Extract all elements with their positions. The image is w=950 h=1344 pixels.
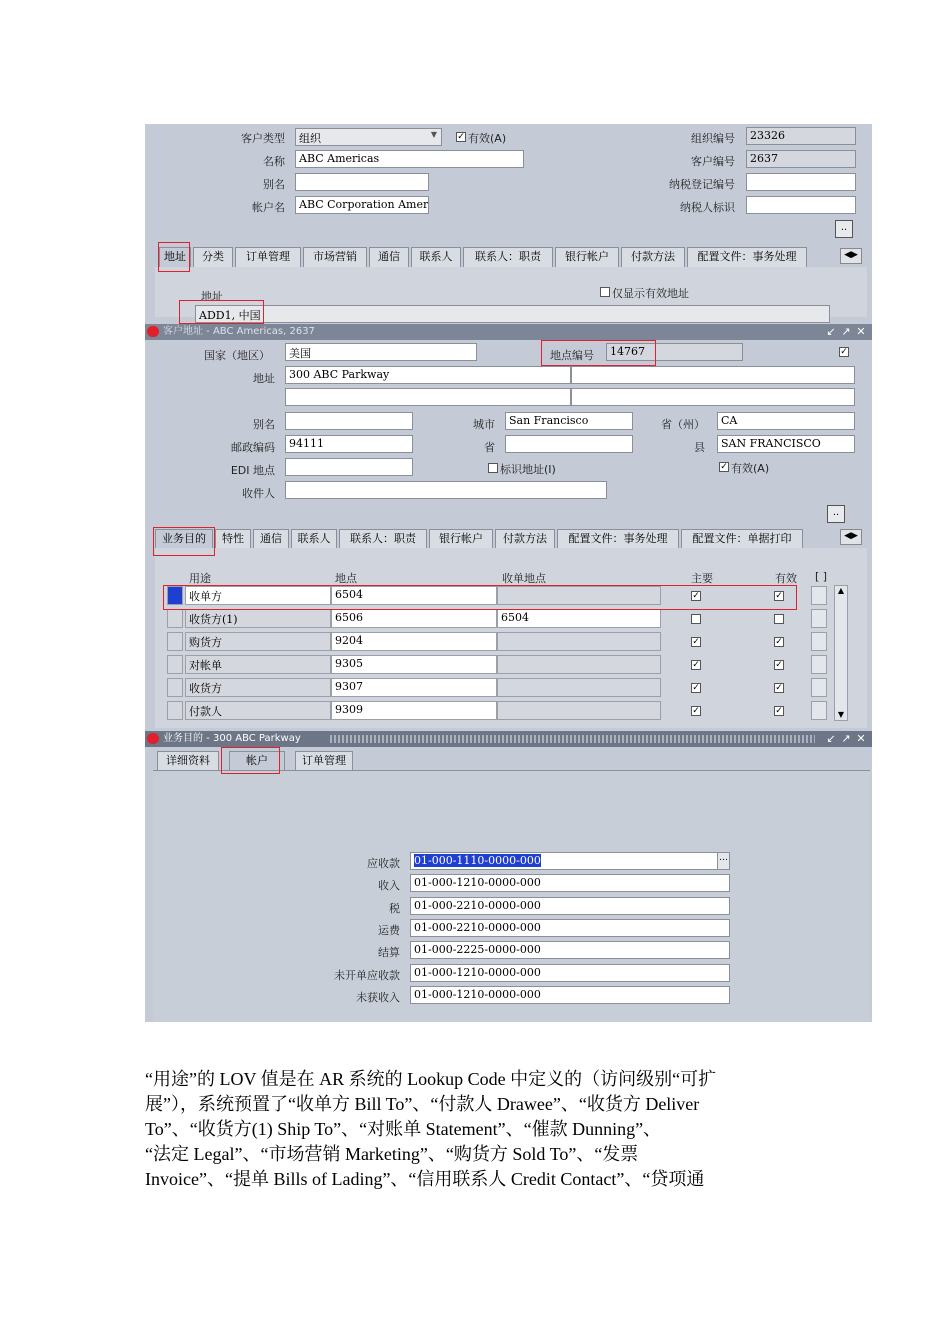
- paragraph-line: “法定 Legal”、“市场营销 Marketing”、“购货方 Sold To”、“发票: [145, 1144, 639, 1164]
- minimize-icon[interactable]: ↙: [826, 325, 836, 338]
- purpose-location-cell[interactable]: 6504: [331, 586, 497, 605]
- account-label: 未开单应收款: [334, 968, 400, 982]
- receiver-label: 收件人: [242, 487, 275, 500]
- account-label: 结算: [378, 946, 400, 960]
- account-value: 01-000-1210-0000-000: [414, 876, 541, 890]
- site-tab-2[interactable]: 通信: [253, 529, 289, 549]
- account-label: 应收款: [367, 857, 400, 870]
- tab-2[interactable]: 订单管理: [235, 247, 301, 267]
- site-tab-7[interactable]: 配置文件：事务处理: [557, 529, 679, 549]
- address-row[interactable]: ADD1, 中国: [195, 305, 830, 323]
- site-tab-1[interactable]: 特性: [215, 529, 251, 549]
- tab-9[interactable]: 配置文件：事务处理: [687, 247, 807, 267]
- edi-field[interactable]: [285, 458, 413, 476]
- province-field[interactable]: [505, 435, 633, 453]
- row-selector[interactable]: [167, 701, 183, 720]
- purpose-location-cell[interactable]: 9305: [331, 655, 497, 674]
- site-address-label: 地址: [253, 372, 275, 385]
- close-icon[interactable]: ✕: [856, 325, 866, 338]
- tab-3[interactable]: 市场营销: [303, 247, 367, 267]
- city-field[interactable]: San Francisco: [505, 412, 633, 430]
- account-field[interactable]: [410, 874, 730, 892]
- city-label: 城市: [473, 418, 495, 431]
- account-label: 未获收入: [356, 990, 400, 1004]
- name-field[interactable]: ABC Americas: [295, 150, 524, 168]
- more-fields-button[interactable]: ..: [835, 220, 853, 238]
- primary-checkbox[interactable]: ✓: [692, 660, 700, 670]
- site-tab-8[interactable]: 配置文件：单据打印: [681, 529, 803, 549]
- account-label: 税: [389, 901, 400, 915]
- state-field[interactable]: CA: [717, 412, 855, 430]
- site-active-checkbox[interactable]: ✓: [840, 347, 848, 357]
- county-field[interactable]: SAN FRANCISCO: [717, 435, 855, 453]
- oracle-forms-screenshot: [145, 124, 872, 1022]
- col-usage-header: 用途: [189, 572, 211, 585]
- row-extra-cell[interactable]: [811, 632, 827, 651]
- address-line3-field[interactable]: [285, 388, 571, 406]
- address-line4-field[interactable]: [571, 388, 855, 406]
- state-label: 省（州）: [661, 418, 705, 431]
- only-active-label: 仅显示有效地址: [612, 287, 689, 300]
- site-alias-field[interactable]: [285, 412, 413, 430]
- scroll-down-icon[interactable]: ▼: [837, 710, 845, 719]
- site-window-title: 客户地址 - ABC Americas, 2637: [163, 326, 315, 337]
- purpose-usage-cell[interactable]: 付款人: [185, 701, 331, 720]
- account-field[interactable]: [410, 964, 730, 982]
- account-label: 运费: [378, 923, 400, 937]
- row-extra-cell[interactable]: [811, 586, 827, 605]
- province-label: 省: [484, 441, 495, 454]
- address-line2-field[interactable]: [571, 366, 855, 384]
- tab-scroll-icon[interactable]: ◀▶: [840, 248, 862, 264]
- org-number-label: 组织编号: [691, 132, 735, 145]
- paragraph-line: Invoice”、“提单 Bills of Lading”、“信用联系人 Credit Contact”、“贷项通: [145, 1169, 705, 1189]
- row-selector[interactable]: [167, 632, 183, 651]
- close-icon[interactable]: ✕: [856, 732, 866, 745]
- account-field[interactable]: [410, 897, 730, 915]
- purpose-billto-cell[interactable]: 6504: [497, 609, 661, 628]
- customer-active-checkbox[interactable]: ✓: [457, 132, 465, 142]
- maximize-icon[interactable]: ↗: [841, 732, 851, 745]
- site-more-fields-button[interactable]: ..: [827, 505, 845, 523]
- site-tab-0[interactable]: 业务目的: [155, 529, 213, 549]
- chevron-down-icon: ▼: [430, 130, 437, 139]
- tab-0[interactable]: 地址: [159, 247, 191, 267]
- site-tab-5[interactable]: 银行帐户: [429, 529, 493, 549]
- lov-button[interactable]: …: [717, 852, 730, 870]
- primary-checkbox[interactable]: ✓: [692, 591, 700, 601]
- titlebar-pattern: [330, 735, 815, 743]
- alias-label: 别名: [263, 178, 285, 191]
- col-billto-header: 收单地点: [502, 572, 546, 585]
- site-tab-6[interactable]: 付款方法: [495, 529, 555, 549]
- postal-label: 邮政编码: [231, 441, 275, 454]
- row-extra-cell[interactable]: [811, 609, 827, 628]
- account-name-field[interactable]: ABC Corporation Amer: [295, 196, 429, 214]
- customer-number-field[interactable]: 2637: [746, 150, 856, 168]
- purpose-window-title: 业务目的 - 300 ABC Parkway: [163, 733, 301, 744]
- site-tab-4[interactable]: 联系人：职责: [339, 529, 427, 549]
- row-extra-cell[interactable]: [811, 678, 827, 697]
- tab-5[interactable]: 联系人: [411, 247, 461, 267]
- taxpayer-id-label: 纳税人标识: [680, 201, 735, 214]
- site-window-titlebar: [145, 324, 872, 340]
- purpose-tab-0[interactable]: 详细资料: [157, 751, 219, 771]
- col-primary-header: 主要: [691, 572, 713, 585]
- customer-type-select[interactable]: [295, 128, 442, 146]
- col-active-header: 有效: [775, 572, 797, 585]
- org-number-field[interactable]: 23326: [746, 127, 856, 145]
- purpose-usage-cell[interactable]: 收货方(1): [185, 609, 331, 628]
- purpose-tab-2[interactable]: 订单管理: [295, 751, 353, 771]
- account-field[interactable]: [410, 919, 730, 937]
- active-checkbox[interactable]: [774, 614, 784, 624]
- active-checkbox[interactable]: ✓: [775, 591, 783, 601]
- site-tab-scroll-icon[interactable]: ◀▶: [840, 529, 862, 545]
- tab-4[interactable]: 通信: [369, 247, 409, 267]
- site-number-field[interactable]: 14767: [606, 343, 743, 361]
- taxpayer-id-field[interactable]: [746, 196, 856, 214]
- primary-checkbox[interactable]: ✓: [692, 706, 700, 716]
- only-active-checkbox[interactable]: [600, 287, 610, 297]
- purpose-window-titlebar: [145, 731, 872, 747]
- customer-type-value: 组织: [299, 132, 321, 145]
- active-checkbox[interactable]: ✓: [775, 637, 783, 647]
- purpose-scrollbar[interactable]: [834, 585, 848, 721]
- tax-reg-label: 纳税登记编号: [669, 178, 735, 191]
- purpose-location-cell[interactable]: 9307: [331, 678, 497, 697]
- explanation-paragraph: [145, 1067, 810, 1192]
- site-alias-label: 别名: [253, 418, 275, 431]
- paragraph-line: To”、“收货方(1) Ship To”、“对账单 Statement”、“催款 Dunning”、: [145, 1119, 662, 1139]
- primary-checkbox[interactable]: [691, 614, 701, 624]
- country-label: 国家（地区）: [204, 349, 270, 362]
- account-value: 01-000-2210-0000-000: [414, 920, 541, 934]
- col-extra-header: [ ]: [815, 570, 828, 583]
- site-tab-3[interactable]: 联系人: [291, 529, 337, 549]
- address-line1-field[interactable]: 300 ABC Parkway: [285, 366, 571, 384]
- row-selector[interactable]: [167, 609, 183, 628]
- address-column-label: 地址: [201, 290, 223, 303]
- minimize-icon[interactable]: ↙: [826, 732, 836, 745]
- county-label: 县: [694, 441, 705, 454]
- address-active-label: 有效(A): [731, 462, 770, 475]
- alias-field[interactable]: [295, 173, 429, 191]
- row-selector[interactable]: [167, 586, 183, 605]
- purpose-billto-cell[interactable]: [497, 655, 661, 674]
- tab-1[interactable]: 分类: [193, 247, 233, 267]
- receiver-field[interactable]: [285, 481, 607, 499]
- identifying-address-label: 标识地址(I): [500, 463, 556, 476]
- paragraph-line: “用途”的 LOV 值是在 AR 系统的 Lookup Code 中定义的（访问级别“可扩: [145, 1069, 717, 1089]
- purpose-location-cell[interactable]: 9204: [331, 632, 497, 651]
- purpose-usage-cell[interactable]: 购货方: [185, 632, 331, 651]
- account-name-label: 帐户名: [252, 201, 285, 214]
- primary-checkbox[interactable]: ✓: [692, 637, 700, 647]
- account-field[interactable]: [410, 852, 718, 870]
- purpose-location-cell[interactable]: 6506: [331, 609, 497, 628]
- purpose-location-cell[interactable]: 9309: [331, 701, 497, 720]
- oracle-logo-icon: [147, 326, 159, 337]
- tab-6[interactable]: 联系人：职责: [463, 247, 553, 267]
- oracle-logo-icon: [147, 733, 159, 744]
- purpose-usage-cell[interactable]: 收单方: [185, 586, 331, 605]
- account-value: 01-000-2210-0000-000: [414, 898, 541, 912]
- active-checkbox[interactable]: ✓: [775, 660, 783, 670]
- scroll-up-icon[interactable]: ▲: [837, 586, 845, 595]
- account-value: 01-000-2225-0000-000: [414, 943, 541, 957]
- customer-active-label: 有效(A): [468, 132, 507, 145]
- row-extra-cell[interactable]: [811, 701, 827, 720]
- tax-reg-field[interactable]: [746, 173, 856, 191]
- account-field[interactable]: [410, 941, 730, 959]
- active-checkbox[interactable]: ✓: [775, 706, 783, 716]
- purpose-billto-cell[interactable]: [497, 632, 661, 651]
- customer-type-label: 客户类型: [241, 132, 285, 145]
- row-selector[interactable]: [167, 655, 183, 674]
- edi-label: EDI 地点: [230, 464, 275, 477]
- country-field[interactable]: 美国: [285, 343, 477, 361]
- account-value: 01-000-1210-0000-000: [414, 965, 541, 979]
- identifying-address-checkbox[interactable]: [488, 463, 498, 473]
- site-number-label: 地点编号: [550, 349, 594, 362]
- maximize-icon[interactable]: ↗: [841, 325, 851, 338]
- tab-8[interactable]: 付款方法: [621, 247, 685, 267]
- name-label: 名称: [263, 155, 285, 168]
- purpose-usage-cell[interactable]: 对帐单: [185, 655, 331, 674]
- purpose-billto-cell[interactable]: [497, 586, 661, 605]
- purpose-billto-cell[interactable]: [497, 701, 661, 720]
- purpose-usage-cell[interactable]: 收货方: [185, 678, 331, 697]
- row-selector[interactable]: [167, 678, 183, 697]
- paragraph-line: 展”），系统预置了“收单方 Bill To”、“付款人 Drawee”、“收货方 Deliver: [145, 1094, 700, 1114]
- account-value: 01-000-1210-0000-000: [414, 987, 541, 1001]
- tab-7[interactable]: 银行帐户: [555, 247, 619, 267]
- row-extra-cell[interactable]: [811, 655, 827, 674]
- account-label: 收入: [378, 879, 400, 893]
- customer-number-label: 客户编号: [691, 155, 735, 168]
- purpose-tab-1[interactable]: 帐户: [229, 751, 285, 771]
- col-location-header: 地点: [335, 572, 357, 585]
- purpose-billto-cell[interactable]: [497, 678, 661, 697]
- active-checkbox[interactable]: ✓: [775, 683, 783, 693]
- postal-field[interactable]: 94111: [285, 435, 413, 453]
- account-field[interactable]: [410, 986, 730, 1004]
- account-value: 01-000-1110-0000-000: [414, 854, 541, 867]
- address-active-checkbox[interactable]: ✓: [720, 462, 728, 472]
- primary-checkbox[interactable]: ✓: [692, 683, 700, 693]
